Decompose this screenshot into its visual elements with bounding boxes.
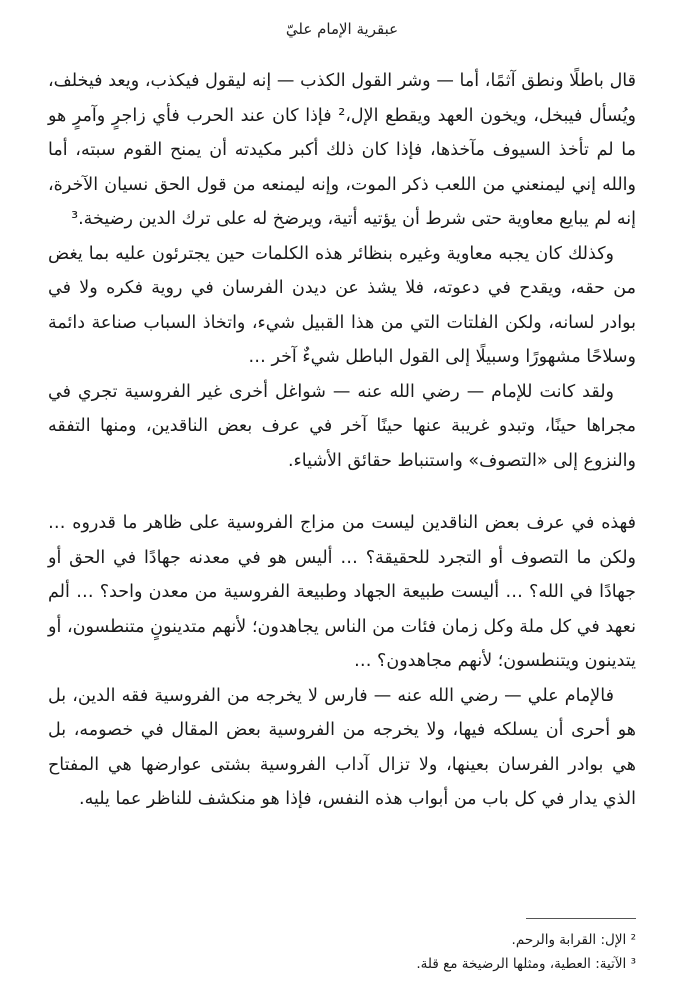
paragraph: فهذه في عرف بعض الناقدين ليست من مزاج الفروسية على ظاهر ما قدروه … ولكن ما التصوف أو التجرد للحقيقة؟ … أليس هو في معدنه جهادًا في الحق أو جهادًا في الله؟ … أليست طبيعة الجهاد وطبيعة الفروسية من معدن واحد؟ … ألم نعهد في كل ملة وكل زمان فئات من الناس يجاهدون؛ لأنهم متدينونٍ متنطسون، أو يتدينون ويتنطسون؛ لأنهم مجاهدون؟ … [48,513,636,671]
paragraph: وكذلك كان يجبه معاوية وغيره بنظائر هذه الكلمات حين يجترئون عليه بما يغض من حقه، ويقدح في دعوته، فلا يشذ عن ديدن الفرسان في روية فكره ولا في بوادر لسانه، ولكن الفلتات التي من هذا القبيل شيء، واتخاذ السباب صناعة دائمة وسلاحًا مشهورًا وسبيلًا إلى القول الباطل شيءٌ آخر … [48,243,636,367]
footnote: ² الإل: القرابة والرحم. [511,932,636,948]
body-text [48,64,636,817]
paragraph: فالإمام علي — رضي الله عنه — فارس لا يخرجه من الفروسية فقه الدين، بل هو أحرى أن يسلكه فيها، ولا يخرجه من الفروسية بعض المقال في خصومه، بل هي بوادر الفرسان بعينها، ولا تزال آداب الفروسية بشتى عوارضها هي المفتاح الذي يدار في كل باب من أبواب هذه النفس، فإذا هو منكشف للناظر عما يليه. [48,685,636,809]
paragraph: ولقد كانت للإمام — رضي الله عنه — شواغل أخرى غير الفروسية تجري في مجراها حينًا، وتبدو غريبة عنها حينًا آخر في عرف بعض الناقدين، ومنها التفقه والنزوع إلى «التصوف» واستنباط حقائق الأشياء. [48,381,636,471]
footnotes [48,928,636,976]
running-header: عبقرية الإمام عليّ [285,20,399,38]
footnote: ³ الآتية: العطية، ومثلها الرضيخة مع قلة. [416,956,636,972]
footnote-divider [526,918,636,919]
paragraph: قال باطلًا ونطق آثمًا، أما — وشر القول الكذب — إنه ليقول فيكذب، ويعد فيخلف، ويُسأل فيبخل، ويخون العهد ويقطع الإل،² فإذا كان عند الحرب فأي زاجرٍ وآمرٍ هو ما لم تأخذ السيوف مآخذها، فإذا كان ذلك أكبر مكيدته أن يمنح القوم سبته، أما والله إني ليمنعني من اللعب ذكر الموت، وإنه ليمنعه من قول الحق نسيان الآخرة، إنه لم يبايع معاوية حتى شرط أن يؤتيه أتية، ويرضخ له على ترك الدين رضيخة.³ [48,71,636,229]
